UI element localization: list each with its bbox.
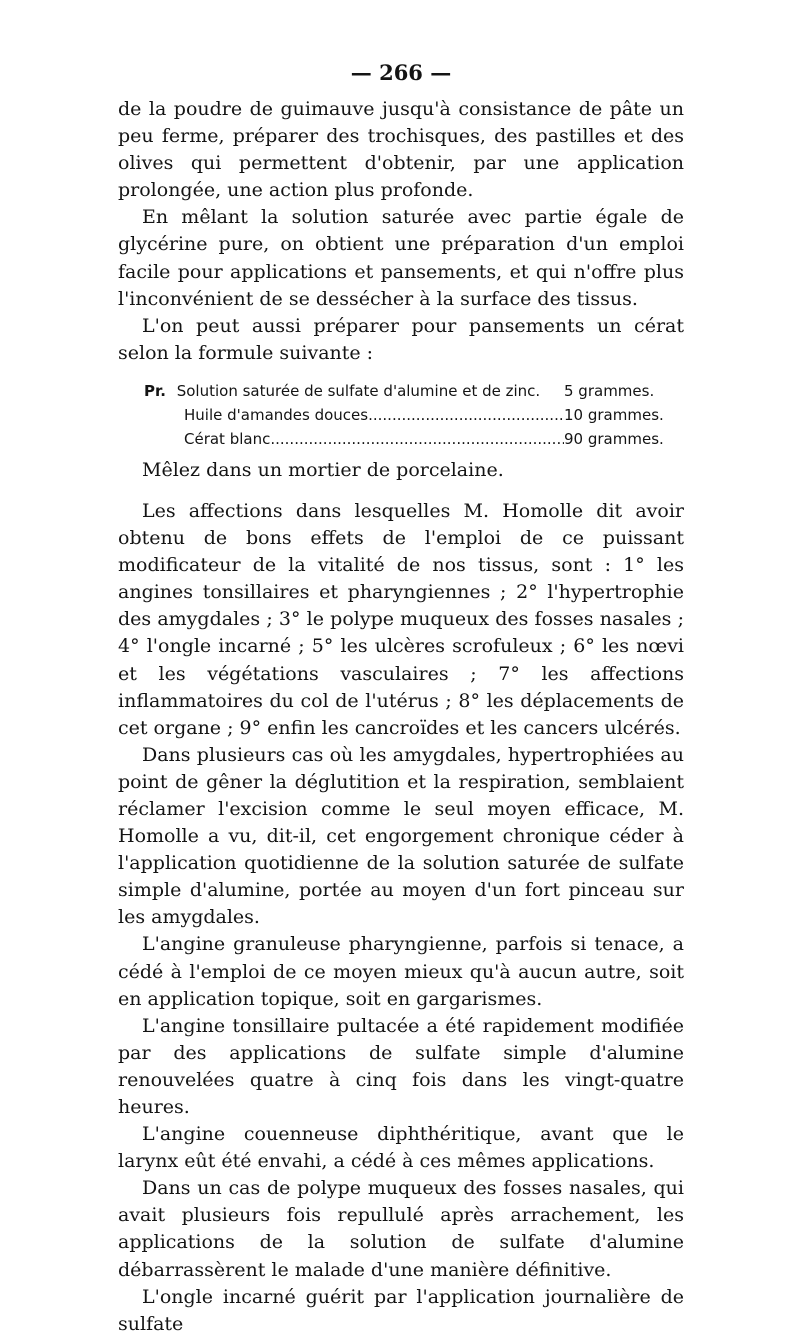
paragraph-affections: Les affections dans lesquelles M. Homolle dit avoir obtenu de bons effets de l'emploi de ce puissant modificateur de la vitalité de nos tissus, sont : 1° les angines tonsillaires et pharyngiennes ; 2° l'hypertrophie des amygdales ; 3° le polype muqueux des fosses nasales ; 4° l'ongle incarné ; 5° les ulcères scrofuleux ; 6° les nœvi et les végétations vasculaires ; 7° les affections inflammatoires du col de l'utérus ; 8° les déplacements de cet organe ; 9° enfin les cancroïdes et les cancers ulcérés. xyxy=(118,499,684,739)
paragraph-amygdales: Dans plusieurs cas où les amygdales, hypertrophiées au point de gêner la déglutition et la respiration, semblaient réclamer l'excision comme le seul moyen efficace, M. Homolle a vu, dit-il, cet engorgement chronique céder à l'application quotidienne de la solution saturée de sulfate simple d'alumine, portée au moyen d'un fort pinceau sur les amygdales. xyxy=(118,743,684,929)
dot-leader xyxy=(270,430,564,448)
paragraph-continuation: de la poudre de guimauve jusqu'à consistance de pâte un peu ferme, préparer des trochisques, des pastilles et des olives qui permettent d'obtenir, par une application prolongée, une action plus profonde. xyxy=(118,98,684,202)
dot-leader xyxy=(368,406,564,424)
paragraph-angine-tonsillaire: L'angine tonsillaire pultacée a été rapidement modifiée par des applications de sulfate simple d'alumine renouvelées quatre à cinq fois dans les vingt-quatre heures. xyxy=(118,1014,684,1118)
paragraph-polype: Dans un cas de polype muqueux des fosses nasales, qui avait plusieurs fois repullulé après arrachement, les applications de la solution de sulfate d'alumine débarrassèrent le malade d'une manière définitive. xyxy=(118,1177,684,1281)
recipe-quantity: 90 grammes. xyxy=(564,429,664,448)
recipe-ingredient: Solution saturée de sulfate d'alumine et de zinc. xyxy=(176,381,541,400)
recipe-row xyxy=(118,403,684,427)
recipe-ingredient: Cérat blanc xyxy=(184,429,271,448)
paragraph-cerat-intro: L'on peut aussi préparer pour pansements un cérat selon la formule suivante : xyxy=(118,314,684,364)
paragraph-angine-granuleuse: L'angine granuleuse pharyngienne, parfois si tenace, a cédé à l'emploi de ce moyen mieux qu'à aucun autre, soit en application topique, soit en gargarismes. xyxy=(118,933,684,1010)
paragraph-ongle: L'ongle incarné guérit par l'application journalière de sulfate xyxy=(118,1285,684,1335)
recipe-row xyxy=(118,379,684,403)
page-number: — 266 — xyxy=(350,60,452,85)
paragraph-glycerine: En mêlant la solution saturée avec partie égale de glycérine pure, on obtient une préparation d'un emploi facile pour applications et pansements, et qui n'offre plus l'inconvénient de se dessécher à la surface des tissus. xyxy=(118,206,684,310)
recipe-instruction: Mêlez dans un mortier de porcelaine. xyxy=(142,458,504,481)
recipe-ingredient: Huile d'amandes douces xyxy=(184,405,369,424)
recipe-formula xyxy=(118,379,684,451)
book-page xyxy=(118,58,684,1338)
recipe-quantity: 10 grammes. xyxy=(564,405,664,424)
paragraph-angine-couenneuse: L'angine couenneuse diphthéritique, avant que le larynx eût été envahi, a cédé à ces mêmes applications. xyxy=(118,1123,684,1173)
recipe-quantity: 5 grammes. xyxy=(564,381,655,400)
recipe-prefix: Pr. xyxy=(144,381,166,400)
recipe-row xyxy=(118,427,684,451)
